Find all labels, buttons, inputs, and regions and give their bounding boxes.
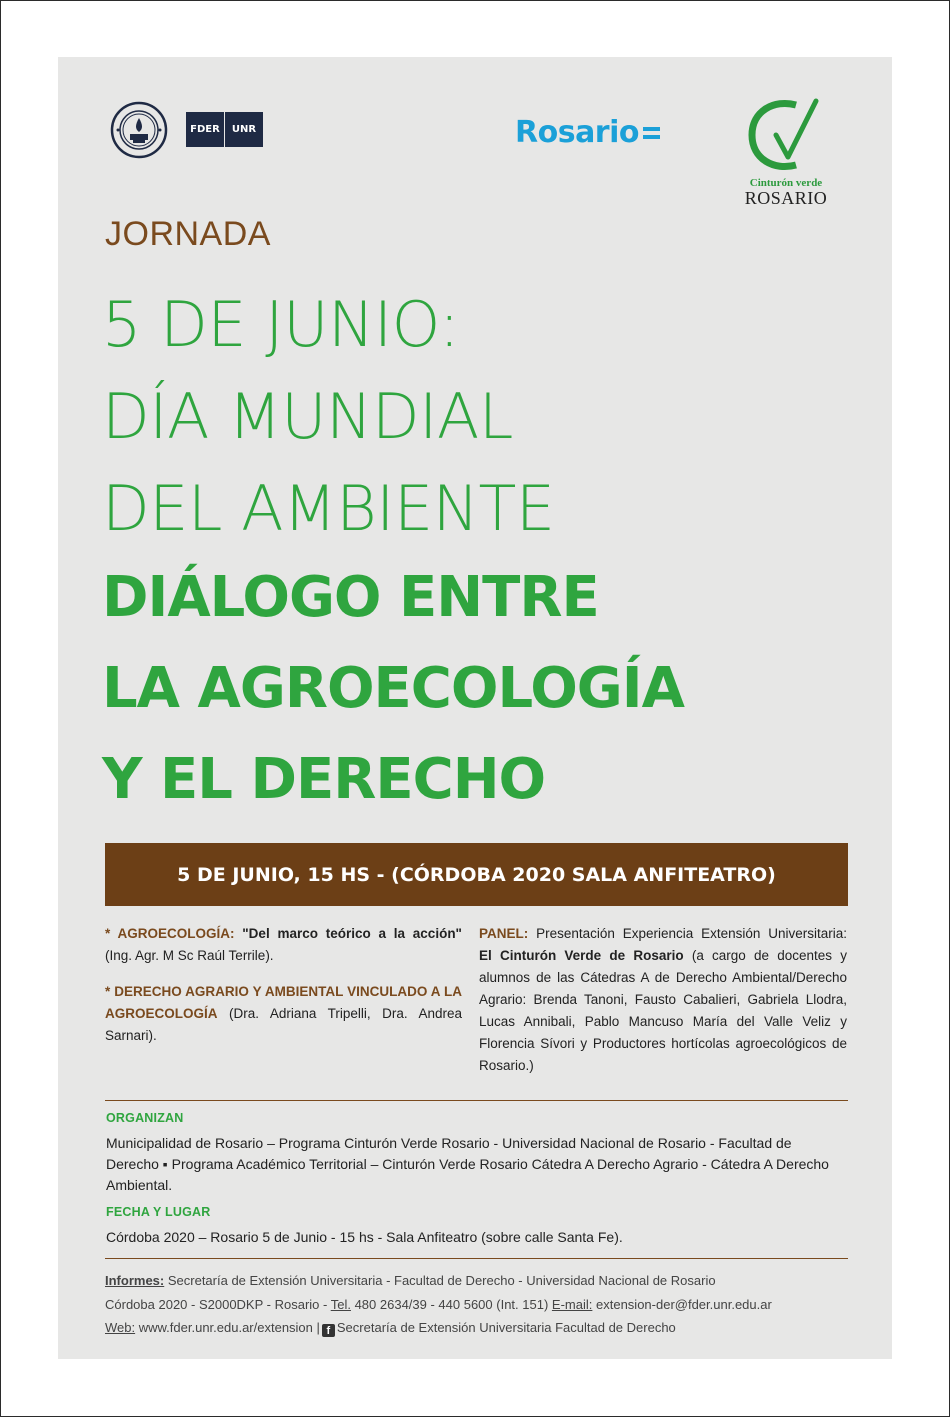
item2-rest: (Dra. Adriana Tripelli, Dra. Andrea Sarnari). bbox=[105, 1006, 462, 1043]
rosario-label: Rosario bbox=[515, 115, 639, 150]
title-light-line: DEL AMBIENTE bbox=[102, 472, 555, 545]
fder-label: FDER bbox=[190, 124, 220, 135]
item1-rest: (Ing. Agr. M Sc Raúl Terrile). bbox=[105, 948, 274, 963]
cv-line2: ROSARIO bbox=[744, 188, 828, 208]
title-light-line: DÍA MUNDIAL bbox=[102, 380, 513, 453]
footer-line-3 bbox=[105, 1316, 850, 1340]
tel: 480 2634/39 - 440 5600 (Int. 151) bbox=[354, 1296, 549, 1312]
organizan-text: Municipalidad de Rosario – Programa Cinturón Verde Rosario - Universidad Nacional de Rosario - Facultad de Derecho ▪ Programa Académico Territorial – Cinturón Verde Rosario Cátedra A Derecho Agrario - Cátedra A Derecho Ambiental. bbox=[106, 1135, 829, 1193]
cv-line1: Cinturón verde bbox=[749, 177, 823, 189]
tel-label: Tel. bbox=[330, 1296, 351, 1312]
rosario-logo bbox=[515, 115, 660, 150]
item1-label: * AGROECOLOGÍA: bbox=[105, 926, 235, 941]
fecha-label: FECHA Y LUGAR bbox=[106, 1205, 211, 1219]
email-label: E-mail: bbox=[551, 1296, 593, 1312]
facebook-text[interactable]: Secretaría de Extensión Universitaria Facultad de Derecho bbox=[336, 1320, 676, 1335]
cinturon-verde-logo bbox=[730, 95, 842, 207]
footer-line-2 bbox=[105, 1293, 850, 1317]
date-banner: 5 DE JUNIO, 15 HS - (CÓRDOBA 2020 SALA ANFITEATRO) bbox=[105, 843, 848, 906]
panel-bold: El Cinturón Verde de Rosario bbox=[479, 948, 684, 963]
footer-line-1 bbox=[105, 1269, 850, 1293]
title-bold-line: LA AGROECOLOGÍA bbox=[102, 656, 684, 721]
program-left-column bbox=[105, 923, 462, 1061]
organizan-label: ORGANIZAN bbox=[106, 1111, 184, 1125]
item1-title: "Del marco teórico a la acción" bbox=[242, 926, 462, 941]
facebook-icon[interactable]: f bbox=[322, 1324, 335, 1337]
unr-seal-icon bbox=[110, 101, 168, 159]
item2-label: * DERECHO AGRARIO Y AMBIENTAL VINCULADO A LA AGROECOLOGÍA bbox=[105, 984, 462, 1021]
footer bbox=[105, 1269, 850, 1340]
title-light bbox=[102, 279, 555, 555]
informes-text: Secretaría de Extensión Universitaria - Facultad de Derecho - Universidad Nacional de Rosario bbox=[167, 1273, 716, 1288]
fder-unr-logo bbox=[186, 112, 263, 147]
fecha-text: Córdoba 2020 – Rosario 5 de Junio - 15 hs - Sala Anfiteatro (sobre calle Santa Fe). bbox=[106, 1229, 623, 1245]
cv-check-icon bbox=[730, 95, 842, 179]
poster bbox=[58, 57, 892, 1359]
equals-icon bbox=[643, 126, 660, 140]
program-item-2 bbox=[105, 981, 462, 1047]
divider bbox=[105, 1258, 848, 1259]
kicker: JORNADA bbox=[105, 215, 271, 253]
web-link[interactable]: www.fder.unr.edu.ar/extension | bbox=[138, 1320, 320, 1335]
unr-label: UNR bbox=[231, 124, 257, 135]
program-item-1 bbox=[105, 923, 462, 967]
divider bbox=[105, 1100, 848, 1101]
title-bold bbox=[102, 552, 684, 825]
informes-label: Informes: bbox=[105, 1273, 165, 1288]
title-bold-line: DIÁLOGO ENTRE bbox=[102, 565, 599, 630]
title-bold-line: Y EL DERECHO bbox=[102, 747, 546, 812]
panel-text2: (a cargo de docentes y alumnos de las Cátedras A de Derecho Ambiental/Derecho Agrario: Brenda Tanoni, Fausto Cabalieri, Gabriela Llodra, Lucas Annibali, Pablo Mancuso María del Valle Veliz y Florencia Sívori y Productores hortícolas agroecológicos de Rosario.) bbox=[479, 948, 847, 1073]
web-label: Web: bbox=[105, 1320, 136, 1335]
panel-label: PANEL: bbox=[479, 926, 529, 941]
email-link[interactable]: extension-der@fder.unr.edu.ar bbox=[596, 1296, 772, 1312]
address: Córdoba 2020 - S2000DKP - Rosario - bbox=[105, 1296, 328, 1312]
panel-text1: Presentación Experiencia Extensión Universitaria: bbox=[536, 926, 847, 941]
title-light-line: 5 DE JUNIO: bbox=[102, 288, 460, 361]
panel-right-column bbox=[479, 923, 847, 1077]
